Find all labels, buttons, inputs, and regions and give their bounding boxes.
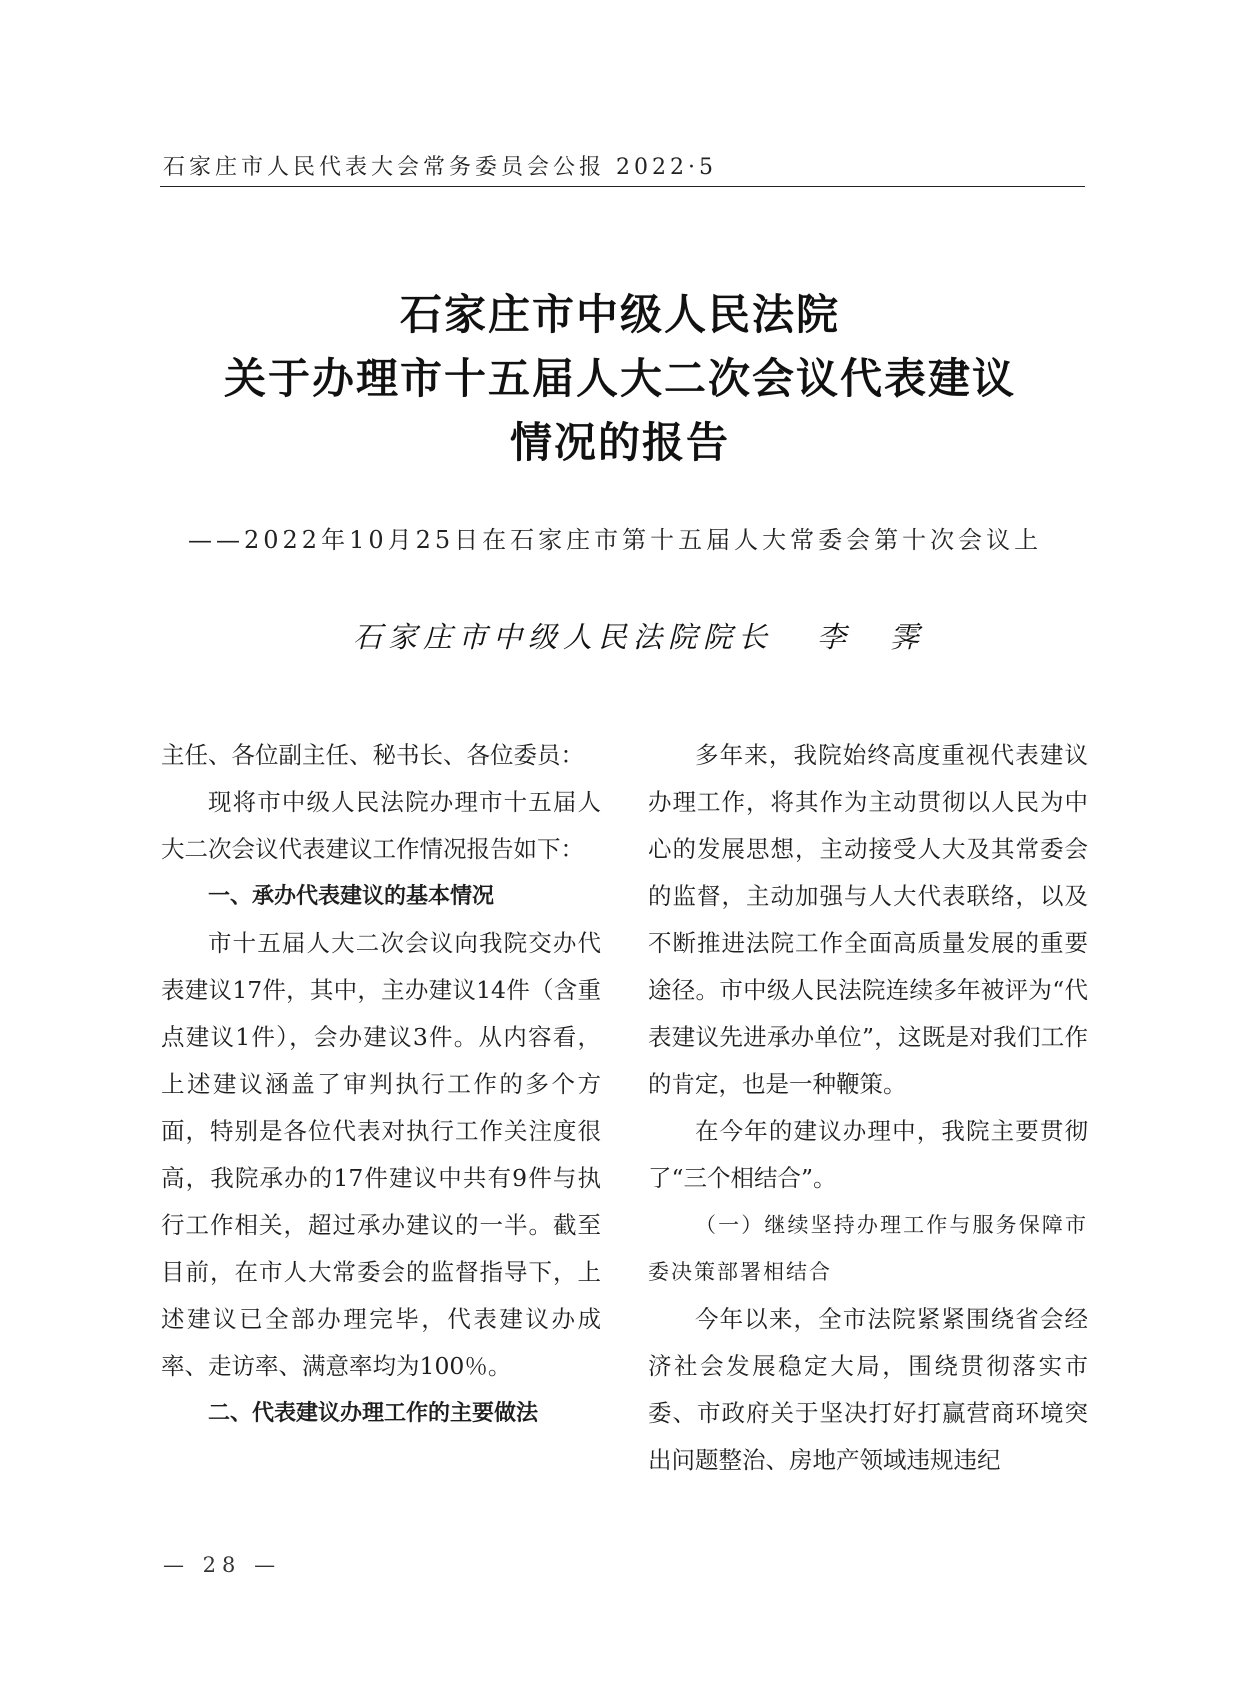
subsection-heading-1: （一）继续坚持办理工作与服务保障市委决策部署相结合 — [648, 1213, 1088, 1284]
title-line-2: 关于办理市十五届人大二次会议代表建议 — [223, 354, 1016, 403]
body-paragraph: 市十五届人大二次会议向我院交办代表建议17件，其中，主办建议14件（含重点建议1件），会办建议3件。从内容看，上述建议涵盖了审判执行工作的多个方面，特别是各位代表对执行工作关注度很高，我院承办的17件建议中共有9件与执行工作相关，超过承办建议的一半。截至目前，在市人大常委会的监督指导下，上述建议已全部办理完毕，代表建议办成率、走访率、满意率均为100％。 — [161, 929, 601, 1380]
author-position: 石家庄市中级人民法院院长 — [353, 620, 774, 654]
author-name: 李霁 — [817, 620, 964, 654]
title-line-1: 石家庄市中级人民法院 — [399, 290, 840, 339]
body-paragraph: 在今年的建议办理中，我院主要贯彻了“三个相结合”。 — [648, 1117, 1088, 1192]
page-number: — 28 — — [163, 1553, 282, 1577]
body-paragraph: 今年以来，全市法院紧紧围绕省会经济社会发展稳定大局，围绕贯彻落实市委、市政府关于坚决打好打赢营商环境突出问题整治、房地产领域违规违纪 — [648, 1305, 1088, 1474]
right-column — [648, 732, 1088, 1484]
journal-header: 石家庄市人民代表大会常务委员会公报 2022·5 — [163, 155, 717, 180]
section-heading-2: 二、代表建议办理工作的主要做法 — [208, 1401, 539, 1426]
report-subtitle: ——2022年10月25日在石家庄市第十五届人大常委会第十次会议上 — [188, 526, 1043, 554]
body-paragraph: 多年来，我院始终高度重视代表建议办理工作，将其作为主动贯彻以人民为中心的发展思想，主动接受人大及其常委会的监督，主动加强与人大代表联络，以及不断推进法院工作全面高质量发展的重要途径。市中级人民法院连续多年被评为“代表建议先进承办单位”，这既是对我们工作的肯定，也是一种鞭策。 — [648, 741, 1088, 1098]
section-heading-1: 一、承办代表建议的基本情况 — [208, 884, 495, 909]
author-byline — [353, 615, 1053, 656]
intro-paragraph: 现将市中级人民法院办理市十五届人大二次会议代表建议工作情况报告如下： — [161, 788, 601, 863]
title-line-3: 情况的报告 — [509, 418, 730, 467]
salutation: 主任、各位副主任、秘书长、各位委员： — [161, 741, 584, 769]
header-divider — [160, 186, 1085, 187]
left-column — [161, 732, 601, 1437]
